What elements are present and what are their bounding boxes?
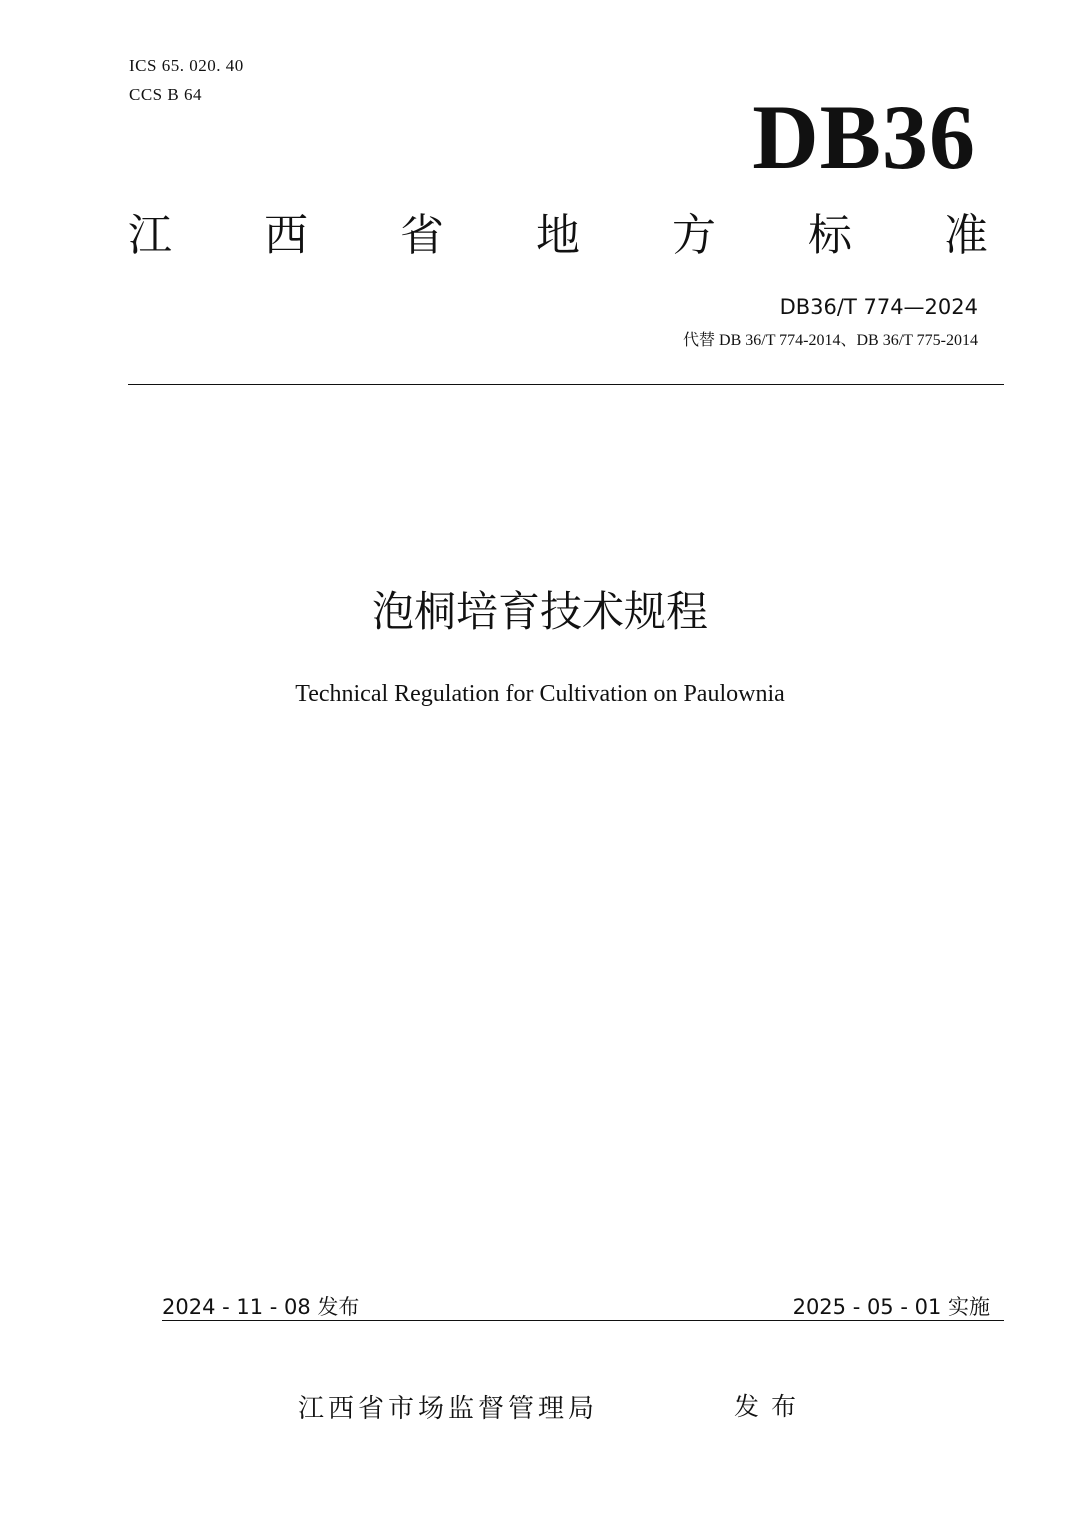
header-divider [128,384,1004,385]
ics-code: ICS 65. 020. 40 [129,56,244,75]
standard-type-char: 江 [128,210,172,261]
publisher-name: 江西省市场监督管理局 [298,1394,599,1424]
implement-date: 2025 - 05 - 01 实施 [792,1295,990,1319]
document-title-chinese: 泡桐培育技术规程 [371,587,708,636]
standard-type-char: 地 [536,210,580,261]
standard-type-char: 标 [808,210,852,261]
standard-type-char: 准 [944,210,988,261]
document-title-english: Technical Regulation for Cultivation on Paulownia [295,681,785,707]
standard-number: DB36/T 774—2024 [779,295,978,319]
standard-type-char: 省 [400,210,444,261]
ccs-code: CCS B 64 [129,85,202,104]
standard-type-char: 西 [264,210,308,261]
publish-label: 发布 [734,1392,809,1421]
replaces-note: 代替 DB 36/T 774-2014、DB 36/T 775-2014 [683,332,978,349]
standard-code-logo: DB36 [752,86,976,188]
standard-type-heading [128,208,988,264]
publish-date: 2024 - 11 - 08 发布 [162,1295,360,1319]
date-divider [162,1320,1004,1321]
standard-type-char: 方 [672,210,716,261]
